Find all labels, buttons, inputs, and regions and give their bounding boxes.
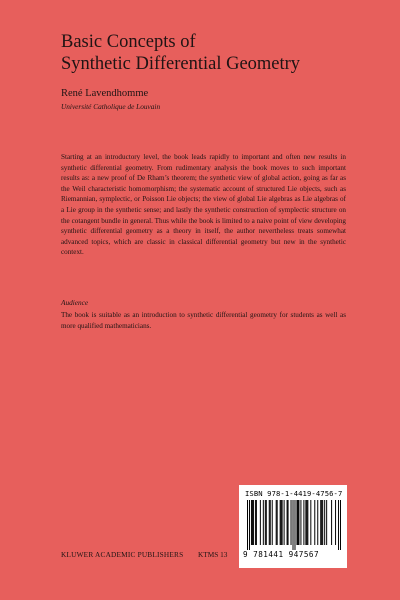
- book-description: Starting at an introductory level, the book leads rapidly to important and often new results in synthetic differential geometry. From rudimentary analysis the book moves to such important results as: a new proof of De Rham’s theorem; the synthetic view of global action, going as far as the Weil characteristic homomorphism; the systematic account of structured Lie objects, such as Riemannian, symplectic, or Poisson Lie objects; the view of global Lie algebras as Lie algebras of a Lie group in the synthetic sense; and lastly the synthetic construction of symplectic structure on the cotangent bundle in general. Thus while the book is limited to a naive point of view developing synthetic differential geometry as a theory in itself, the author nevertheless treats somewhat advanced topics, which are classic in classical differential geometry but new in the synthetic context.: [61, 153, 346, 257]
- barcode-bars: [247, 500, 341, 550]
- author-affiliation: Université Catholique de Louvain: [61, 102, 161, 111]
- barcode-bar: [288, 500, 289, 545]
- book-title: [61, 31, 361, 75]
- barcode-bar: [320, 500, 321, 545]
- barcode-bar: [266, 500, 267, 545]
- barcode-bar: [306, 500, 307, 545]
- barcode-panel: [239, 485, 347, 568]
- barcode-bar: [300, 500, 301, 545]
- barcode-bar: [251, 500, 252, 545]
- barcode-bar: [263, 500, 264, 545]
- barcode-bar: [307, 500, 308, 545]
- barcode-digits: 9 781441 947567: [243, 550, 320, 559]
- barcode-bar: [321, 500, 322, 545]
- barcode-bar: [270, 500, 271, 545]
- barcode-bar: [331, 500, 332, 545]
- isbn-label: ISBN 978-1-4419-4756-7: [245, 489, 343, 498]
- barcode-bar: [340, 500, 341, 550]
- barcode-bar: [326, 500, 327, 545]
- barcode-bar: [324, 500, 325, 545]
- barcode-bar: [255, 500, 256, 545]
- barcode-bar: [296, 500, 297, 545]
- barcode-bar: [260, 500, 261, 545]
- barcode-bar: [265, 500, 266, 545]
- barcode-bar: [287, 500, 288, 545]
- barcode-bar: [247, 500, 248, 550]
- barcode-bar: [252, 500, 253, 545]
- barcode-bar: [303, 500, 304, 545]
- barcode-bar: [277, 500, 278, 545]
- barcode-bar: [338, 500, 339, 550]
- barcode-bar: [305, 500, 306, 545]
- series-code: KTMS 13: [198, 550, 228, 559]
- barcode-bar: [272, 500, 273, 545]
- barcode-bar: [297, 500, 298, 545]
- audience-label: Audience: [61, 298, 89, 307]
- barcode-bar: [298, 500, 299, 545]
- barcode-bar: [284, 500, 285, 545]
- barcode-bar: [291, 500, 292, 545]
- barcode-bar: [294, 500, 295, 550]
- barcode-bar: [256, 500, 257, 545]
- barcode-bar: [253, 500, 254, 545]
- barcode-bar: [310, 500, 311, 545]
- barcode-bar: [335, 500, 336, 545]
- barcode-bar: [281, 500, 282, 545]
- barcode-bar: [322, 500, 323, 545]
- barcode-bar: [249, 500, 250, 550]
- barcode-bar: [282, 500, 283, 545]
- book-title-line-2: Synthetic Differential Geometry: [61, 54, 301, 74]
- barcode-bar: [293, 500, 294, 550]
- barcode-bar: [276, 500, 277, 545]
- publisher-name: KLUWER ACADEMIC PUBLISHERS: [61, 550, 184, 559]
- barcode-bar: [269, 500, 270, 545]
- audience-text: The book is suitable as an introduction to synthetic differential geometry for students as well as more qualified mathematicians.: [61, 311, 346, 330]
- barcode-bar: [280, 500, 281, 545]
- author-name: René Lavendhomme: [61, 88, 149, 99]
- barcode-bar: [317, 500, 318, 545]
- book-title-line-1: Basic Concepts of: [61, 32, 196, 52]
- barcode-bar: [314, 500, 315, 545]
